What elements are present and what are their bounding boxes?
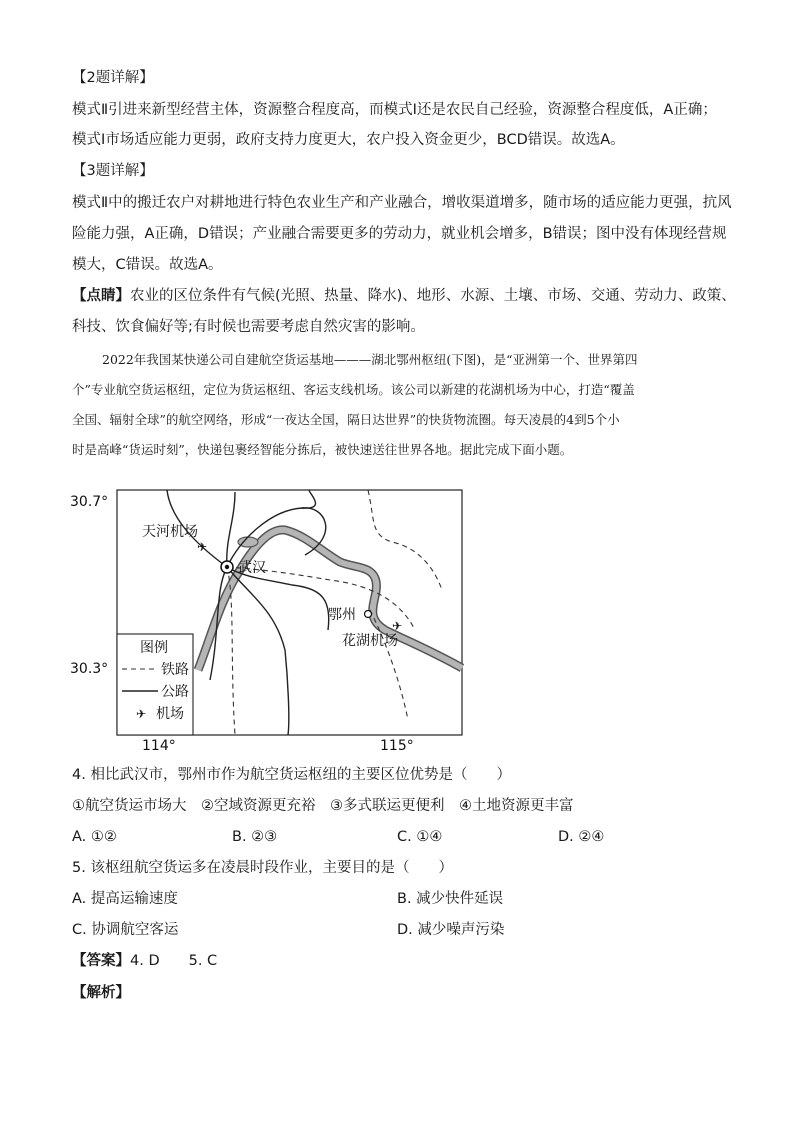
option-c[interactable]: C. 协调航空客运 [72, 922, 179, 938]
legend-road-label: 公路 [161, 684, 189, 700]
legend-title: 图例 [140, 640, 168, 656]
legend-rail-label: 铁路 [161, 662, 189, 678]
paragraph-line: 模式Ⅱ中的搬迁农户对耕地进行特色农业生产和产业融合，增收渠道增多，随市场的适应能力更强，抗风 [72, 195, 732, 211]
airport-icon: ✈ [136, 707, 147, 721]
railway [368, 490, 442, 590]
label-tianhe-airport: 天河机场 [142, 524, 198, 540]
label-wuhan: 武汉 [238, 560, 266, 576]
option-a[interactable]: A. ①② [72, 829, 117, 845]
paragraph-line: 科技、饮食偏好等;有时候也需要考虑自然灾害的影响。 [72, 319, 425, 335]
label-ezhou: 鄂州 [328, 607, 356, 623]
legend-airport-label: 机场 [156, 706, 184, 722]
section-header-q3: 【3题详解】 [72, 163, 154, 179]
lat-label-top: 30.7° [70, 494, 109, 510]
option-d[interactable]: D. ②④ [558, 829, 605, 845]
intro-line: 全国、辐射全球”的航空网络，形成“一夜达全国，隔日达世界”的快货物流圈。每天凌晨的4到5个小 [72, 412, 620, 427]
question-4-stem: 4. 相比武汉市，鄂州市作为航空货运枢纽的主要区位优势是（ ） [72, 767, 511, 783]
paragraph-line: 模大，C错误。故选A。 [72, 257, 223, 273]
highway [227, 567, 289, 735]
paragraph-line: 模式Ⅰ市场适应能力更弱，政府支持力度更大，农户投入资金更少，BCD错误。故选A。 [72, 132, 625, 148]
lon-label-right: 115° [380, 738, 414, 754]
question-5-stem: 5. 该枢纽航空货运多在凌晨时段作业，主要目的是（ ） [72, 860, 453, 876]
option-b[interactable]: B. 减少快件延误 [397, 891, 504, 907]
city-marker-dot [225, 565, 229, 569]
dianjing-line [72, 286, 736, 306]
option-d[interactable]: D. 减少噪声污染 [397, 922, 505, 938]
option-c[interactable]: C. ①④ [397, 829, 443, 845]
question-4-statements: ①航空货运市场大 ②空域资源更充裕 ③多式联运更便利 ④土地资源更丰富 [72, 798, 574, 814]
lon-label-left: 114° [142, 738, 176, 754]
answer-tag: 【答案】 [72, 953, 130, 969]
intro-line: 时是高峰“货运时刻”，快递包裹经智能分拣后，被快速送往世界各地。据此完成下面小题。 [72, 442, 573, 457]
city-marker-ezhou [365, 611, 372, 618]
paragraph-line: 模式Ⅱ引进来新型经营主体，资源整合程度高，而模式Ⅰ还是农民自己经验，资源整合程度低，A正确； [72, 102, 717, 118]
lat-label-bottom: 30.3° [70, 661, 109, 677]
intro-line: 2022年我国某快递公司自建航空货运基地———湖北鄂州枢纽(下图)，是“亚洲第一个、世界第四 [102, 352, 638, 367]
answer-line [72, 951, 217, 971]
section-header-q2: 【2题详解】 [72, 70, 154, 86]
map-figure [70, 480, 470, 755]
option-b[interactable]: B. ②③ [232, 829, 278, 845]
label-huahu-airport: 花湖机场 [342, 633, 398, 649]
intro-line: 个”专业航空货运枢纽，定位为货运枢纽、客运支线机场。该公司以新建的花湖机场为中心，打造“覆盖 [72, 382, 635, 397]
answer-text: 4. D 5. C [130, 953, 218, 969]
analysis-tag: 【解析】 [72, 985, 130, 1001]
dianjing-text: 农业的区位条件有气候(光照、热量、降水)、地形、水源、土壤、市场、交通、劳动力、政策、 [130, 288, 736, 304]
paragraph-line: 险能力强，A正确，D错误；产业融合需要更多的劳动力，就业机会增多，B错误；图中没有体现经营规 [72, 226, 727, 242]
airport-icon: ✈ [197, 540, 208, 554]
dianjing-tag: 【点睛】 [72, 288, 130, 304]
option-a[interactable]: A. 提高运输速度 [72, 891, 178, 907]
airport-icon: ✈ [392, 619, 403, 633]
